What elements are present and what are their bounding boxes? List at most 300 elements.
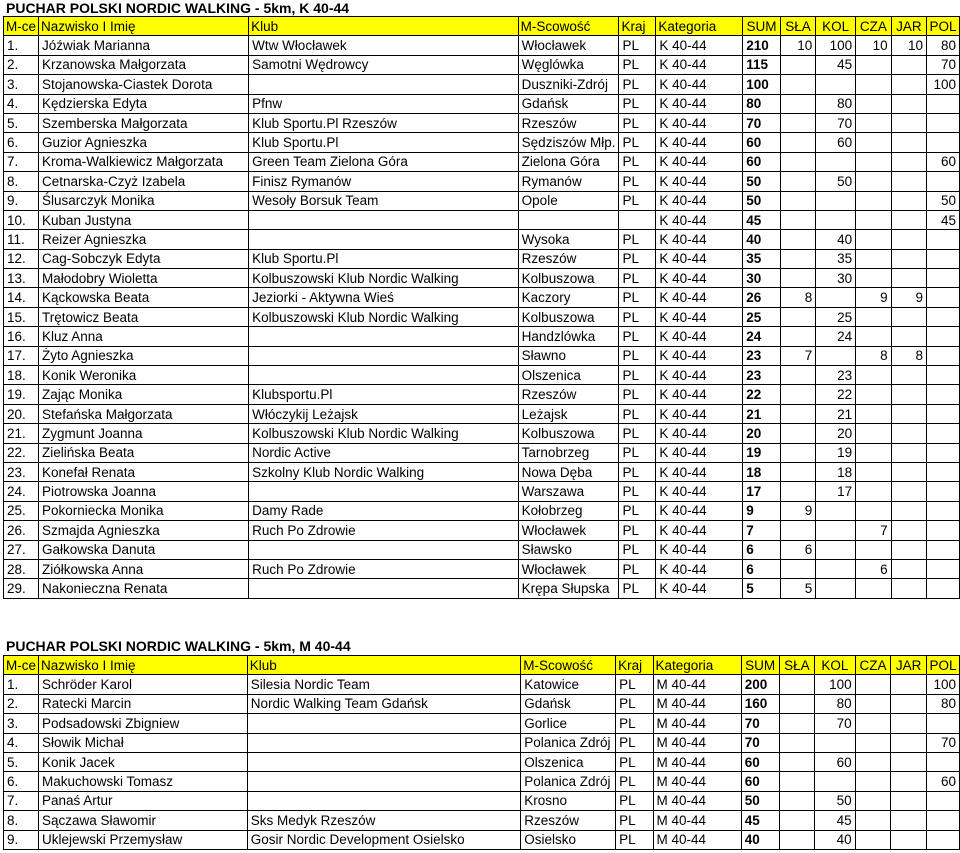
cell-jar xyxy=(891,579,926,598)
cell-place: 7. xyxy=(4,791,39,810)
cell-sum: 21 xyxy=(743,404,781,423)
cell-town: Rzeszów xyxy=(518,249,619,268)
cell-country: PL xyxy=(616,830,653,849)
cell-place: 6. xyxy=(4,772,39,791)
cell-name: Konik Jacek xyxy=(39,752,248,771)
cell-jar: 10 xyxy=(891,36,926,55)
cell-pol xyxy=(927,811,960,830)
cell-sla xyxy=(780,424,815,443)
cell-jar xyxy=(891,772,927,791)
cell-sla xyxy=(779,830,815,849)
header-town: M-Scowość xyxy=(521,656,616,675)
cell-club: Sks Medyk Rzeszów xyxy=(247,811,520,830)
cell-sum: 100 xyxy=(743,75,781,94)
table-row xyxy=(4,307,960,326)
cell-kol: 100 xyxy=(816,36,856,55)
section-title-k40: PUCHAR POLSKI NORDIC WALKING - 5km, K 40-44 xyxy=(6,0,350,16)
cell-sla xyxy=(780,404,815,423)
cell-place: 4. xyxy=(4,94,39,113)
cell-pol: 100 xyxy=(927,75,960,94)
cell-jar xyxy=(891,210,926,229)
table-row xyxy=(4,94,960,113)
cell-cza: 8 xyxy=(856,346,892,365)
cell-town: Duszniki-Zdrój xyxy=(518,75,619,94)
cell-category: K 40-44 xyxy=(656,36,743,55)
cell-kol: 24 xyxy=(816,327,856,346)
cell-sla xyxy=(779,694,815,713)
cell-country: PL xyxy=(619,75,656,94)
cell-country: PL xyxy=(616,752,653,771)
cell-kol: 45 xyxy=(815,811,855,830)
cell-club xyxy=(247,733,520,752)
cell-pol xyxy=(927,521,960,540)
cell-club: Ruch Po Zdrowie xyxy=(249,521,519,540)
cell-country: PL xyxy=(619,288,656,307)
cell-kol xyxy=(816,579,856,598)
cell-category: K 40-44 xyxy=(656,443,743,462)
cell-kol: 35 xyxy=(816,249,856,268)
cell-place: 1. xyxy=(4,36,39,55)
cell-name: Kroma-Walkiewicz Małgorzata xyxy=(39,152,249,171)
cell-pol xyxy=(927,579,960,598)
cell-place: 23. xyxy=(4,462,39,481)
cell-pol xyxy=(927,172,960,191)
header-row xyxy=(4,656,960,675)
cell-sla xyxy=(780,462,815,481)
cell-place: 27. xyxy=(4,540,39,559)
cell-club: Klubsportu.Pl xyxy=(249,385,519,404)
cell-pol xyxy=(927,752,960,771)
cell-jar xyxy=(891,482,926,501)
cell-category: K 40-44 xyxy=(656,75,743,94)
cell-pol: 80 xyxy=(927,694,960,713)
cell-town: Osielsko xyxy=(521,830,616,849)
cell-pol: 50 xyxy=(927,191,960,210)
cell-cza: 9 xyxy=(856,288,892,307)
cell-pol xyxy=(927,249,960,268)
table-row xyxy=(4,733,960,752)
cell-pol xyxy=(927,288,960,307)
cell-club: Finisz Rymanów xyxy=(249,172,519,191)
cell-jar xyxy=(891,269,926,288)
table-row xyxy=(4,288,960,307)
cell-town: Polanica Zdrój xyxy=(521,733,616,752)
cell-jar: 9 xyxy=(891,288,926,307)
cell-name: Małodobry Wioletta xyxy=(39,269,249,288)
cell-place: 18. xyxy=(4,366,39,385)
cell-kol: 50 xyxy=(815,791,855,810)
cell-category: M 40-44 xyxy=(653,811,741,830)
cell-cza xyxy=(856,404,892,423)
cell-kol xyxy=(816,559,856,578)
cell-sum: 7 xyxy=(743,521,781,540)
cell-jar xyxy=(891,559,926,578)
cell-pol: 80 xyxy=(927,36,960,55)
cell-pol xyxy=(927,443,960,462)
cell-club xyxy=(249,327,519,346)
table-row xyxy=(4,501,960,520)
cell-category: K 40-44 xyxy=(656,269,743,288)
cell-kol: 100 xyxy=(815,675,855,694)
cell-category: K 40-44 xyxy=(656,288,743,307)
header-category: Kategoria xyxy=(653,656,741,675)
cell-name: Kędzierska Edyta xyxy=(39,94,249,113)
cell-cza xyxy=(856,152,892,171)
cell-town: Opole xyxy=(518,191,619,210)
cell-kol: 80 xyxy=(815,694,855,713)
cell-name: Ratecki Marcin xyxy=(39,694,248,713)
cell-cza xyxy=(855,675,891,694)
cell-cza xyxy=(856,210,892,229)
header-kol: KOL xyxy=(816,17,856,36)
cell-category: K 40-44 xyxy=(656,191,743,210)
cell-sla xyxy=(779,733,815,752)
table-row xyxy=(4,172,960,191)
cell-sum: 22 xyxy=(743,385,781,404)
cell-sum: 30 xyxy=(743,269,781,288)
cell-category: K 40-44 xyxy=(656,346,743,365)
cell-jar xyxy=(891,172,926,191)
cell-sum: 70 xyxy=(741,733,779,752)
cell-country: PL xyxy=(619,327,656,346)
cell-sum: 50 xyxy=(743,191,781,210)
cell-jar: 8 xyxy=(891,346,926,365)
cell-town: Handzlówka xyxy=(518,327,619,346)
cell-sum: 210 xyxy=(743,36,781,55)
cell-category: K 40-44 xyxy=(656,385,743,404)
cell-club: Kolbuszowski Klub Nordic Walking xyxy=(249,424,519,443)
header-sum: SUM xyxy=(743,17,781,36)
table-row xyxy=(4,462,960,481)
cell-club: Kolbuszowski Klub Nordic Walking xyxy=(249,269,519,288)
table-row xyxy=(4,191,960,210)
cell-country: PL xyxy=(616,694,653,713)
table-row xyxy=(4,152,960,171)
cell-name: Uklejewski Przemysław xyxy=(39,830,248,849)
cell-club: Klub Sportu.Pl xyxy=(249,133,519,152)
cell-jar xyxy=(891,327,926,346)
cell-place: 8. xyxy=(4,811,39,830)
header-name: Nazwisko I Imię xyxy=(39,656,248,675)
cell-pol xyxy=(927,714,960,733)
cell-town: Wysoka xyxy=(518,230,619,249)
cell-category: M 40-44 xyxy=(653,714,741,733)
cell-pol: 70 xyxy=(927,733,960,752)
cell-club xyxy=(249,230,519,249)
cell-cza xyxy=(856,366,892,385)
cell-club: Green Team Zielona Góra xyxy=(249,152,519,171)
cell-club: Wesoły Borsuk Team xyxy=(249,191,519,210)
cell-pol: 45 xyxy=(927,210,960,229)
cell-town: Nowa Dęba xyxy=(518,462,619,481)
table-row xyxy=(4,210,960,229)
cell-kol xyxy=(815,772,855,791)
cell-name: Reizer Agnieszka xyxy=(39,230,249,249)
cell-jar xyxy=(891,404,926,423)
table-row xyxy=(4,772,960,791)
cell-place: 13. xyxy=(4,269,39,288)
table-row xyxy=(4,675,960,694)
cell-cza: 10 xyxy=(856,36,892,55)
cell-category: K 40-44 xyxy=(656,249,743,268)
cell-name: Makuchowski Tomasz xyxy=(39,772,248,791)
cell-club: Ruch Po Zdrowie xyxy=(249,559,519,578)
header-town: M-Scowość xyxy=(518,17,619,36)
cell-cza xyxy=(856,249,892,268)
cell-town: Włocławek xyxy=(518,521,619,540)
cell-cza xyxy=(856,482,892,501)
cell-town: Sławno xyxy=(518,346,619,365)
cell-name: Piotrowska Joanna xyxy=(39,482,249,501)
cell-pol xyxy=(927,385,960,404)
cell-place: 4. xyxy=(4,733,39,752)
cell-place: 19. xyxy=(4,385,39,404)
cell-cza xyxy=(856,424,892,443)
cell-category: M 40-44 xyxy=(653,772,741,791)
cell-cza xyxy=(856,462,892,481)
cell-sla: 5 xyxy=(780,579,815,598)
cell-kol: 50 xyxy=(816,172,856,191)
cell-cza xyxy=(856,191,892,210)
cell-town: Kolbuszowa xyxy=(518,307,619,326)
cell-name: Jóźwiak Marianna xyxy=(39,36,249,55)
cell-club: Nordic Walking Team Gdańsk xyxy=(247,694,520,713)
cell-sla xyxy=(780,172,815,191)
cell-cza xyxy=(855,830,891,849)
cell-country: PL xyxy=(616,733,653,752)
cell-name: Kluz Anna xyxy=(39,327,249,346)
cell-jar xyxy=(891,714,927,733)
cell-place: 9. xyxy=(4,830,39,849)
cell-kol xyxy=(816,288,856,307)
cell-category: K 40-44 xyxy=(656,540,743,559)
cell-sla xyxy=(780,55,815,74)
cell-place: 25. xyxy=(4,501,39,520)
cell-club: Pfnw xyxy=(249,94,519,113)
table-row xyxy=(4,559,960,578)
header-sla: SŁA xyxy=(780,17,815,36)
cell-pol xyxy=(927,482,960,501)
cell-name: Kąckowska Beata xyxy=(39,288,249,307)
cell-pol xyxy=(927,346,960,365)
cell-kol: 18 xyxy=(816,462,856,481)
cell-category: M 40-44 xyxy=(653,675,741,694)
cell-jar xyxy=(891,366,926,385)
cell-sla xyxy=(779,675,815,694)
cell-club: Wtw Włocławek xyxy=(249,36,519,55)
cell-town: Gdańsk xyxy=(521,694,616,713)
cell-place: 3. xyxy=(4,75,39,94)
cell-kol: 45 xyxy=(816,55,856,74)
cell-club: Kolbuszowski Klub Nordic Walking xyxy=(249,307,519,326)
cell-sla xyxy=(779,714,815,733)
header-sum: SUM xyxy=(741,656,779,675)
cell-sla xyxy=(780,482,815,501)
cell-name: Ziółkowska Anna xyxy=(39,559,249,578)
cell-sla xyxy=(780,559,815,578)
cell-place: 29. xyxy=(4,579,39,598)
cell-club: Klub Sportu.Pl Rzeszów xyxy=(249,113,519,132)
cell-category: K 40-44 xyxy=(656,55,743,74)
cell-category: M 40-44 xyxy=(653,752,741,771)
cell-country: PL xyxy=(616,675,653,694)
cell-country: PL xyxy=(619,462,656,481)
cell-country xyxy=(619,210,656,229)
cell-club xyxy=(249,366,519,385)
header-place: M-ce xyxy=(4,656,39,675)
cell-club xyxy=(247,714,520,733)
cell-country: PL xyxy=(619,36,656,55)
cell-sla xyxy=(780,366,815,385)
cell-kol: 70 xyxy=(816,113,856,132)
table-row xyxy=(4,482,960,501)
cell-sla xyxy=(779,752,815,771)
cell-sum: 9 xyxy=(743,501,781,520)
cell-place: 10. xyxy=(4,210,39,229)
cell-sla xyxy=(780,152,815,171)
cell-country: PL xyxy=(619,521,656,540)
cell-jar xyxy=(891,75,926,94)
table-row xyxy=(4,269,960,288)
cell-sla xyxy=(780,521,815,540)
cell-town: Sławsko xyxy=(518,540,619,559)
cell-place: 2. xyxy=(4,694,39,713)
cell-sla xyxy=(780,230,815,249)
cell-country: PL xyxy=(619,443,656,462)
cell-cza xyxy=(856,113,892,132)
cell-category: K 40-44 xyxy=(656,307,743,326)
cell-name: Krzanowska Małgorzata xyxy=(39,55,249,74)
table-row xyxy=(4,443,960,462)
cell-category: K 40-44 xyxy=(656,172,743,191)
cell-sum: 23 xyxy=(743,346,781,365)
cell-jar xyxy=(891,462,926,481)
cell-kol: 40 xyxy=(816,230,856,249)
cell-kol xyxy=(815,733,855,752)
cell-kol xyxy=(816,152,856,171)
cell-town: Krosno xyxy=(521,791,616,810)
cell-country: PL xyxy=(619,424,656,443)
table-row xyxy=(4,404,960,423)
cell-sum: 5 xyxy=(743,579,781,598)
header-sla: SŁA xyxy=(779,656,815,675)
cell-town: Rzeszów xyxy=(518,113,619,132)
table-row xyxy=(4,714,960,733)
cell-cza xyxy=(855,811,891,830)
cell-cza xyxy=(856,501,892,520)
header-pol: POL xyxy=(927,17,960,36)
cell-town: Gorlice xyxy=(521,714,616,733)
cell-place: 5. xyxy=(4,752,39,771)
cell-sum: 60 xyxy=(741,772,779,791)
table-row xyxy=(4,366,960,385)
cell-town: Kaczory xyxy=(518,288,619,307)
cell-place: 20. xyxy=(4,404,39,423)
table-row xyxy=(4,75,960,94)
cell-country: PL xyxy=(619,404,656,423)
cell-category: K 40-44 xyxy=(656,482,743,501)
cell-club: Szkolny Klub Nordic Walking xyxy=(249,462,519,481)
cell-category: K 40-44 xyxy=(656,113,743,132)
cell-country: PL xyxy=(619,113,656,132)
header-pol: POL xyxy=(927,656,960,675)
table-row xyxy=(4,811,960,830)
cell-town: Gdańsk xyxy=(518,94,619,113)
cell-cza xyxy=(856,443,892,462)
cell-jar xyxy=(891,521,926,540)
cell-club: Silesia Nordic Team xyxy=(247,675,520,694)
cell-jar xyxy=(891,230,926,249)
cell-place: 6. xyxy=(4,133,39,152)
cell-jar xyxy=(891,113,926,132)
cell-name: Trętowicz Beata xyxy=(39,307,249,326)
cell-sla xyxy=(780,385,815,404)
table-row xyxy=(4,346,960,365)
cell-kol: 25 xyxy=(816,307,856,326)
cell-name: Panaś Artur xyxy=(39,791,248,810)
cell-name: Cetnarska-Czyż Izabela xyxy=(39,172,249,191)
cell-country: PL xyxy=(616,772,653,791)
cell-sum: 18 xyxy=(743,462,781,481)
cell-kol: 21 xyxy=(816,404,856,423)
cell-name: Słowik Michał xyxy=(39,733,248,752)
header-row xyxy=(4,17,960,36)
cell-kol: 17 xyxy=(816,482,856,501)
cell-kol: 20 xyxy=(816,424,856,443)
cell-club xyxy=(247,791,520,810)
cell-kol: 80 xyxy=(816,94,856,113)
cell-jar xyxy=(891,811,927,830)
cell-category: K 40-44 xyxy=(656,559,743,578)
table-row xyxy=(4,249,960,268)
cell-jar xyxy=(891,733,927,752)
cell-cza xyxy=(856,269,892,288)
cell-sla xyxy=(780,210,815,229)
cell-name: Cag-Sobczyk Edyta xyxy=(39,249,249,268)
cell-sla xyxy=(780,133,815,152)
cell-town: Zielona Góra xyxy=(518,152,619,171)
cell-sum: 160 xyxy=(741,694,779,713)
header-jar: JAR xyxy=(891,17,926,36)
cell-cza xyxy=(855,752,891,771)
cell-sla: 8 xyxy=(780,288,815,307)
cell-country: PL xyxy=(619,55,656,74)
cell-sla xyxy=(780,269,815,288)
cell-category: M 40-44 xyxy=(653,830,741,849)
cell-sum: 115 xyxy=(743,55,781,74)
cell-sum: 20 xyxy=(743,424,781,443)
cell-place: 22. xyxy=(4,443,39,462)
cell-sum: 6 xyxy=(743,540,781,559)
cell-pol: 60 xyxy=(927,152,960,171)
cell-sum: 35 xyxy=(743,249,781,268)
cell-club: Samotni Wędrowcy xyxy=(249,55,519,74)
cell-place: 9. xyxy=(4,191,39,210)
cell-country: PL xyxy=(616,714,653,733)
cell-cza xyxy=(856,540,892,559)
cell-category: K 40-44 xyxy=(656,424,743,443)
header-jar: JAR xyxy=(891,656,927,675)
cell-cza xyxy=(856,307,892,326)
cell-kol xyxy=(816,346,856,365)
cell-pol xyxy=(927,133,960,152)
cell-town: Katowice xyxy=(521,675,616,694)
cell-club: Damy Rade xyxy=(249,501,519,520)
cell-country: PL xyxy=(619,191,656,210)
table-row xyxy=(4,579,960,598)
cell-jar xyxy=(891,443,926,462)
cell-cza xyxy=(856,55,892,74)
